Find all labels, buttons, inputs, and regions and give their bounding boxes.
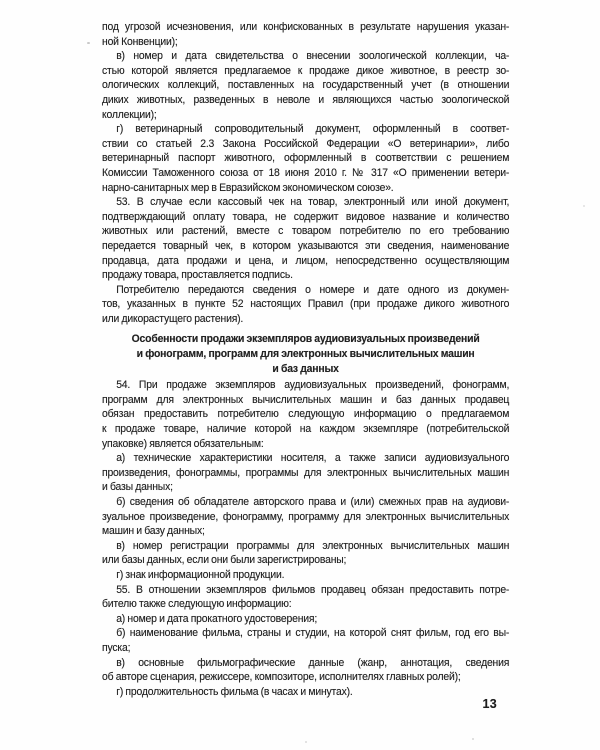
- text-line: и фонограмм, программ для электронных вычислительных машин: [136, 348, 475, 361]
- text-line: или дикорастущего растения).: [102, 312, 244, 325]
- paragraph: [102, 451, 509, 495]
- text-line: 54. При продаже экземпляров аудиовизуальных произведений, фонограмм,: [116, 379, 510, 392]
- page-number: 13: [482, 697, 497, 711]
- text-line: Потребителю передаются сведения о номере и дате одного из докумен-: [116, 283, 510, 296]
- section-heading: [102, 332, 509, 376]
- text-line: программ для электронных вычислительных машин и баз данных продавец: [102, 393, 510, 406]
- text-line: г) продолжительность фильма (в часах и минутах).: [116, 685, 353, 698]
- paragraph: [102, 568, 509, 583]
- text-line: ологических коллекций, поставленных на государственный учет (в отношении: [102, 79, 510, 92]
- paragraph: [102, 378, 509, 451]
- text-line: а) технические характеристики носителя, а также записи аудиовизуального: [116, 452, 510, 465]
- text-line: ветеринарный паспорт животного, оформленный в соответствии с решением: [102, 152, 510, 165]
- text-line: животных или растений, вместе с товаром потребителю по его требованию: [102, 225, 510, 238]
- text-line: 55. В отношении экземпляров фильмов продавец обязан предоставить потре-: [116, 583, 510, 596]
- text-line: машин и базу данных;: [102, 525, 205, 538]
- text-line: стью которой является предлагаемое к продаже дикое животное, в реестр зо-: [102, 64, 510, 77]
- text-line: в) основные фильмографические данные (жанр, аннотация, сведения: [116, 656, 510, 669]
- text-line: г) ветеринарный сопроводительный документ, оформленный в соответ-: [116, 123, 510, 136]
- text-line: и баз данных: [272, 362, 339, 375]
- text-line: нарно-санитарных мер в Евразийском экономическом союзе».: [102, 181, 394, 194]
- text-line: ной Конвенции);: [102, 35, 178, 48]
- text-line: бителю также следующую информацию:: [102, 598, 292, 611]
- paragraph: [102, 20, 509, 49]
- scan-speck: [87, 42, 90, 44]
- text-line: обязан предоставить потребителю следующую информацию о предлагаемом: [102, 408, 510, 421]
- text-line: пуска;: [102, 641, 131, 654]
- paragraph: [102, 626, 509, 655]
- paragraph: [102, 656, 509, 685]
- text-line: и базы данных;: [102, 481, 173, 494]
- paragraph: [102, 49, 509, 122]
- paragraph: [102, 495, 509, 539]
- text-line: ствии со статьей 2.3 Закона Российской Федерации «О ветеринарии», либо: [102, 137, 510, 150]
- text-line: передается товарный чек, в котором указываются эти сведения, наименование: [102, 239, 510, 252]
- text-line: подтверждающий оплату товара, не содержит видовое название и количество: [102, 210, 510, 223]
- text-line: в) номер регистрации программы для электронных вычислительных машин: [116, 539, 510, 552]
- text-line: к продаже товаре, наличие которой на каждом экземпляре (потребительской: [102, 423, 510, 436]
- paragraph: [102, 612, 509, 627]
- text-line: Комиссии Таможенного союза от 18 июня 2010 г. № 317 «О применении ветери-: [102, 166, 510, 179]
- text-line: об авторе сценария, режиссере, композиторе, исполнителях главных ролей);: [102, 671, 461, 684]
- text-block: [102, 20, 509, 699]
- text-line: зуальное произведение, фонограмму, программу для электронных вычислительных: [102, 510, 510, 523]
- paragraph: [102, 539, 509, 568]
- text-line: тов, указанных в пункте 52 настоящих Правил (при продаже дикого животного: [102, 298, 510, 311]
- text-line: упаковке) является обязательным:: [102, 437, 264, 450]
- paragraph: [102, 195, 509, 283]
- scan-speck: [472, 738, 474, 740]
- text-line: б) сведения об обладателе авторского права и (или) смежных прав на аудиови-: [116, 496, 510, 508]
- text-line: продавца, дата продажи и цена, и лицом, непосредственно осуществляющим: [102, 254, 510, 267]
- text-line: коллекции);: [102, 108, 157, 121]
- text-line: г) знак информационной продукции.: [116, 568, 285, 581]
- text-line: Особенности продажи экземпляров аудиовизуальных произведений: [131, 333, 480, 346]
- text-line: под угрозой исчезновения, или конфискованных в результате нарушения указан-: [102, 21, 510, 33]
- paragraph: [102, 283, 509, 327]
- text-line: в) номер и дата свидетельства о внесении зоологической коллекции, ча-: [116, 50, 510, 63]
- text-line: а) номер и дата прокатного удостоверения;: [116, 612, 318, 625]
- text-line: произведения, фонограммы, программы для электронных вычислительных машин: [102, 466, 510, 479]
- text-line: или базы данных, если они были зарегистрированы;: [102, 554, 347, 567]
- scan-speck: [583, 205, 585, 207]
- paragraph: [102, 122, 509, 195]
- text-line: б) наименование фильма, страны и студии, на которой снят фильм, год его вы-: [116, 627, 510, 640]
- scan-speck: [305, 741, 307, 743]
- paragraph: [102, 583, 509, 612]
- text-line: диких животных, разведенных в неволе и являющихся частью зоологической: [102, 93, 510, 106]
- text-line: продажу товара, проставляется подпись.: [102, 269, 293, 282]
- text-line: 53. В случае если кассовый чек на товар, электронный или иной документ,: [116, 196, 510, 209]
